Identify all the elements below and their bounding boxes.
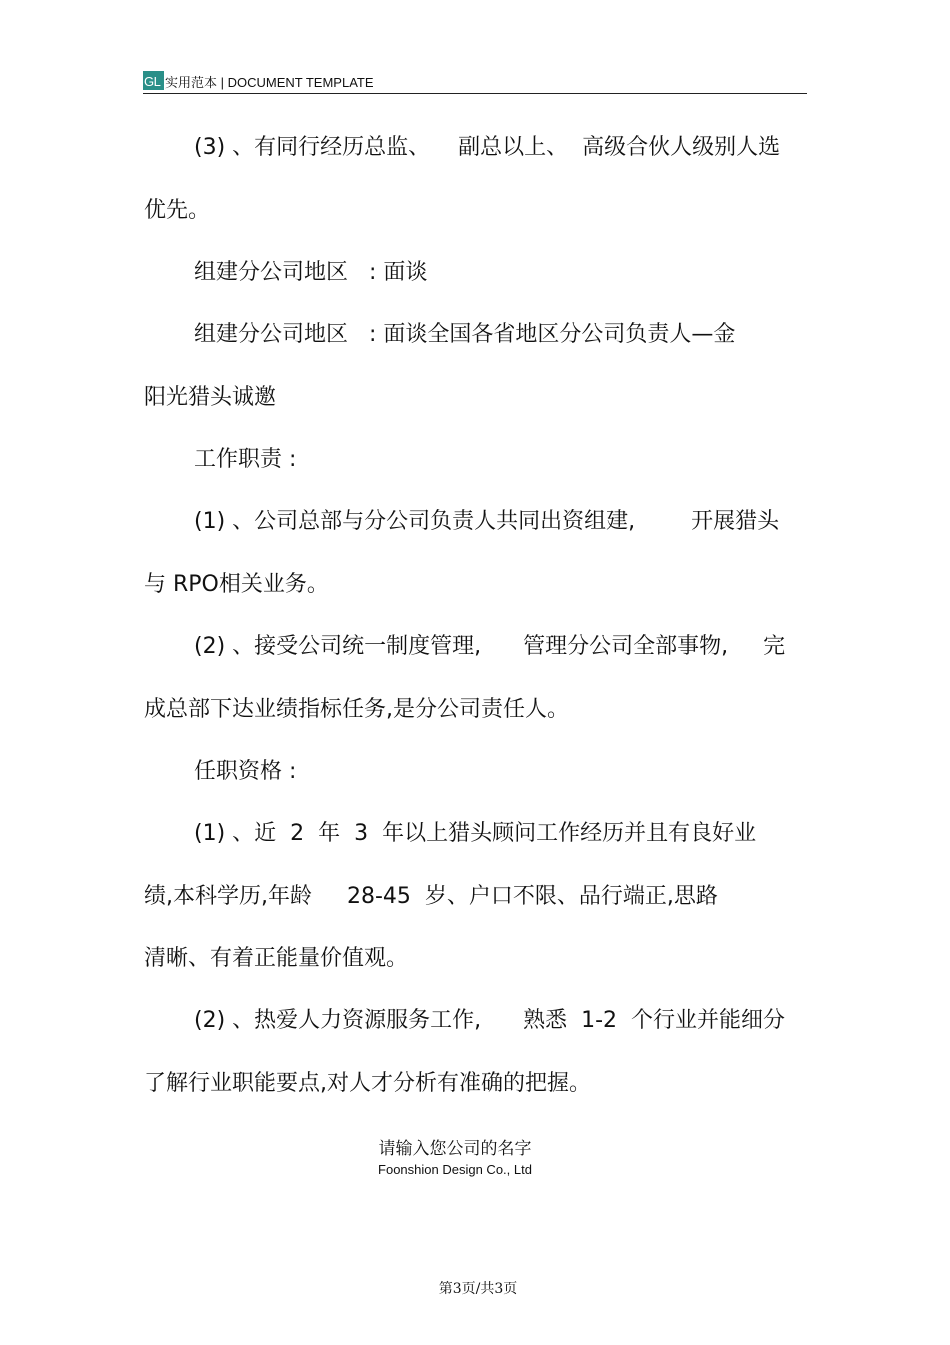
header-title: 实用范本 | DOCUMENT TEMPLATE: [165, 75, 374, 90]
body-line: (1) 、公司总部与分公司负责人共同出资组建, 开展猎头: [194, 509, 780, 534]
page-header: [143, 69, 807, 94]
body-line: 绩,本科学历,年龄 28-45 岁、户口不限、品行端正,思路: [144, 884, 718, 909]
body-line: (2) 、接受公司统一制度管理, 管理分公司全部事物, 完: [194, 634, 786, 659]
body-line: 组建分公司地区 : 面谈全国各省地区分公司负责人—金: [194, 322, 736, 347]
company-name-english: Foonshion Design Co., Ltd: [378, 1162, 532, 1177]
body-line: 任职资格 :: [194, 759, 297, 784]
body-line: 清晰、有着正能量价值观。: [144, 946, 409, 971]
body-line: 与 RPO相关业务。: [144, 572, 329, 597]
page-number: 第3页/共3页: [438, 1281, 518, 1297]
body-line: (3) 、有同行经历总监、 副总以上、 高级合伙人级别人选: [194, 135, 781, 160]
body-line: 优先。: [144, 198, 211, 223]
body-line: 组建分公司地区 : 面谈: [194, 260, 428, 285]
body-line: 阳光猎头诚邀: [144, 385, 277, 410]
logo-badge: [143, 71, 164, 90]
body-line: (2) 、热爱人力资源服务工作, 熟悉 1-2 个行业并能细分: [194, 1008, 786, 1033]
body-line: (1) 、近 2 年 3 年以上猎头顾问工作经历并且有良好业: [194, 821, 757, 846]
body-line: 工作职责 :: [194, 447, 297, 472]
company-name-placeholder: 请输入您公司的名字: [378, 1139, 532, 1159]
body-line: 了解行业职能要点,对人才分析有准确的把握。: [144, 1071, 591, 1096]
logo-text: GL: [144, 74, 161, 89]
body-line: 成总部下达业绩指标任务,是分公司责任人。: [144, 697, 569, 722]
